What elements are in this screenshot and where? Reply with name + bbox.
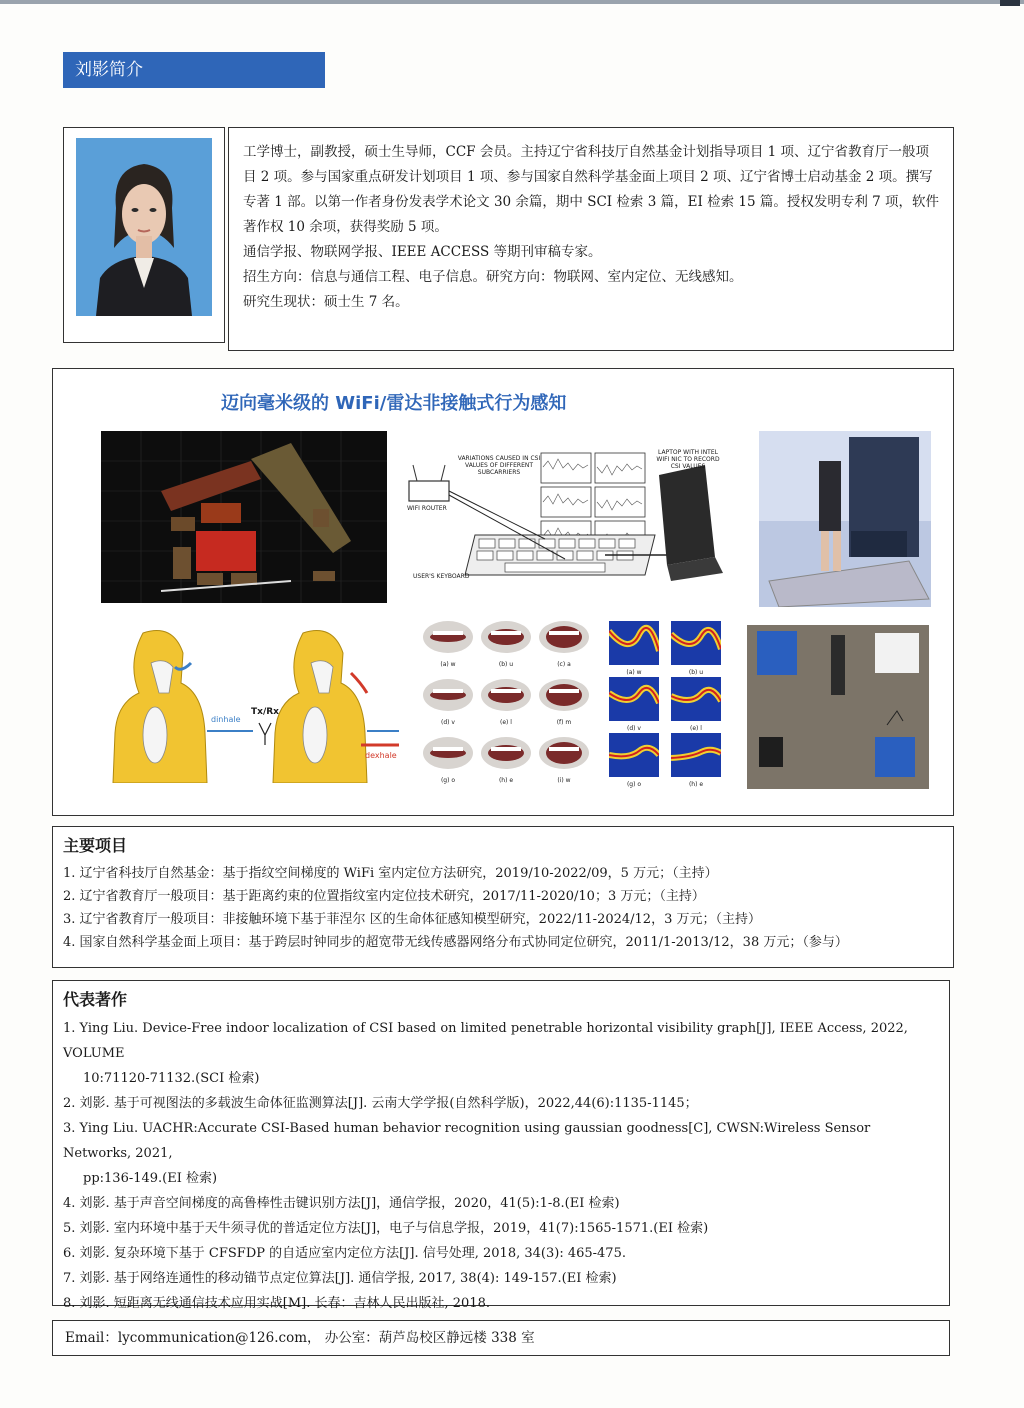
- mouth-shape-cell: [537, 733, 591, 787]
- publication-item: [63, 1091, 939, 1116]
- spectrogram-cell: [609, 733, 667, 787]
- mouth-shapes-grid: [421, 617, 593, 791]
- pub-line: 4. 刘影. 基于声音空间梯度的高鲁棒性击键识别方法[J]，通信学报，2020，41(5):1-8.(EI 检索): [63, 1196, 620, 1211]
- label-laptop: LAPTOP WITH INTEL WIFI NIC TO RECORD CSI VALUES: [656, 449, 720, 470]
- spectrogram-label: (h) e: [688, 781, 704, 788]
- projects-list: [63, 862, 953, 954]
- spectrogram-label: (d) v: [627, 725, 641, 732]
- keystroke-csi-diagram: [405, 447, 725, 603]
- spectrogram-cell: [609, 677, 667, 731]
- mouth-shape-label: (g) o: [440, 777, 456, 784]
- pub-line: 1. Ying Liu. Device-Free indoor localization of CSI based on limited penetrable horizontal visibility graph[J], IEEE Access, 2022, VOLUME: [63, 1021, 908, 1061]
- pub-line: 8. 刘影. 短距离无线通信技术应用实战[M]. 长春：吉林人民出版社, 2018.: [63, 1296, 491, 1311]
- publication-item: [63, 1116, 939, 1191]
- project-item: 3. 辽宁省教育厅一般项目：非接触环境下基于菲涅尔 区的生命体征感知模型研究，2022/11-2024/12，3 万元；（主持）: [63, 912, 761, 927]
- publication-item: [63, 1241, 939, 1266]
- pub-line: 5. 刘影. 室内环境中基于天牛须寻优的普适定位方法[J]，电子与信息学报，2019，41(7):1565-1571.(EI 检索): [63, 1221, 709, 1236]
- label-d-inhale-1: dinhale: [211, 715, 241, 724]
- label-variations: VARIATIONS CAUSED IN CSI VALUES OF DIFFERENT SUBCARRIERS: [457, 455, 541, 476]
- spectrogram-cell: [671, 677, 729, 731]
- spectrogram-cell: [671, 733, 729, 787]
- spectrogram-cell: [671, 621, 729, 675]
- mouth-shape-cell: [479, 733, 533, 787]
- label-d-exhale: dexhale: [365, 751, 397, 760]
- bio-line: 工学博士，副教授，硕士生导师，CCF 会员。主持辽宁省科技厅自然基金计划指导项目 1 项、辽宁省教育厅一般项目 2 项。参与国家重点研发计划项目 1 项、参与国家自然科学基金面上项目 2 项、辽宁省博士启动基金 2 项。撰写专著 1 部。以第一作者身份发表学术论文 30 余篇，期中 SCI 检索 3 篇，EI 检索 15 篇。授权发明专利 7 项，软件著作权 10 余项，获得奖励 5 项。: [243, 144, 940, 235]
- mouth-shape-cell: [537, 675, 591, 729]
- figure-title: 迈向毫米级的 WiFi/雷达非接触式行为感知: [221, 393, 567, 414]
- floor-plan-image: [101, 431, 387, 603]
- mouth-shape-label: (a) w: [440, 661, 456, 668]
- publication-item: [63, 1191, 939, 1216]
- top-corner-mark: [1000, 0, 1020, 6]
- publication-item: [63, 1216, 939, 1241]
- pub-line-cont: pp:136-149.(EI 检索): [83, 1171, 218, 1186]
- mouth-shape-cell: [421, 617, 475, 671]
- spectrogram-cell: [609, 621, 667, 675]
- pub-line: 2. 刘影. 基于可视图法的多载波生命体征监测算法[J]. 云南大学学报(自然科学版)，2022,44(6):1135-1145；: [63, 1096, 698, 1111]
- mouth-shape-cell: [479, 617, 533, 671]
- mouth-shape-label: (b) u: [498, 661, 514, 668]
- project-item: 2. 辽宁省教育厅一般项目：基于距离约束的位置指纹室内定位技术研究，2017/11-2020/10；3 万元；（主持）: [63, 889, 705, 904]
- contact-info: Email：lycommunication@126.com， 办公室：葫芦岛校区静远楼 338 室: [52, 1320, 950, 1356]
- mouth-shape-cell: [421, 733, 475, 787]
- pub-line: 7. 刘影. 基于网络连通性的移动锚节点定位算法[J]. 通信学报, 2017, 38(4): 149-157.(EI 检索): [63, 1271, 617, 1286]
- bio-line: 招生方向：信息与通信工程、电子信息。研究方向：物联网、室内定位、无线感知。: [243, 269, 743, 285]
- publication-item: [63, 1016, 939, 1091]
- walking-detection-photo: [747, 625, 929, 789]
- pub-line: 3. Ying Liu. UACHR:Accurate CSI-Based human behavior recognition using gaussian goodness[C], CWSN:Wireless Sensor Networks, 2021,: [63, 1121, 871, 1161]
- mouth-shape-label: (d) v: [441, 719, 455, 726]
- spectrogram-grid: [609, 621, 733, 791]
- projects-title: 主要项目: [63, 836, 128, 855]
- mouth-shape-cell: [479, 675, 533, 729]
- top-rule: [0, 0, 1024, 4]
- bio-line: 通信学报、物联网学报、IEEE ACCESS 等期刊审稿专家。: [243, 244, 602, 260]
- label-txrx-1: Tx/Rx: [251, 707, 279, 717]
- publications-title: 代表著作: [63, 990, 128, 1009]
- spectrogram-label: (b) u: [688, 669, 704, 676]
- mouth-shape-label: (i) w: [557, 777, 571, 784]
- mouth-shape-label: (e) l: [500, 719, 512, 726]
- spectrogram-label: (e) l: [690, 725, 702, 732]
- portrait-photo: [76, 138, 212, 316]
- mouth-shape-cell: [421, 675, 475, 729]
- pub-line: 6. 刘影. 复杂环境下基于 CFSFDP 的自适应室内定位方法[J]. 信号处理, 2018, 34(3): 465-475.: [63, 1246, 626, 1261]
- project-item: 1. 辽宁省科技厅自然基金：基于指纹空间梯度的 WiFi 室内定位方法研究，2019/10-2022/09，5 万元；（主持）: [63, 866, 718, 881]
- mouth-shape-cell: [537, 617, 591, 671]
- section-title: 刘影简介: [63, 52, 325, 88]
- publication-item: [63, 1266, 939, 1291]
- research-figure: [52, 368, 954, 816]
- bio-text: [228, 127, 954, 351]
- publications-section: [52, 980, 950, 1311]
- mouth-shape-label: (c) a: [557, 661, 571, 668]
- mouth-shape-label: (h) e: [498, 777, 514, 784]
- bio-line: 研究生现状：硕士生 7 名。: [243, 294, 409, 310]
- portrait-frame: [63, 127, 225, 343]
- label-keyboard: USER'S KEYBOARD: [413, 573, 470, 580]
- label-router: WIFI ROUTER: [407, 505, 447, 512]
- publications-list: [63, 1016, 939, 1316]
- breathing-diagram: [103, 623, 403, 783]
- pub-line-cont: 10:71120-71132.(SCI 检索): [83, 1071, 260, 1086]
- mouth-shape-label: (f) m: [556, 719, 572, 726]
- publication-item: [63, 1291, 939, 1316]
- radar-stage-photo: [759, 431, 931, 607]
- spectrogram-label: (g) o: [626, 781, 642, 788]
- project-item: 4. 国家自然科学基金面上项目：基于跨层时钟同步的超宽带无线传感器网络分布式协同定位研究，2011/1-2013/12，38 万元；（参与）: [63, 935, 848, 950]
- spectrogram-label: (a) w: [626, 669, 642, 676]
- projects-section: [52, 826, 954, 968]
